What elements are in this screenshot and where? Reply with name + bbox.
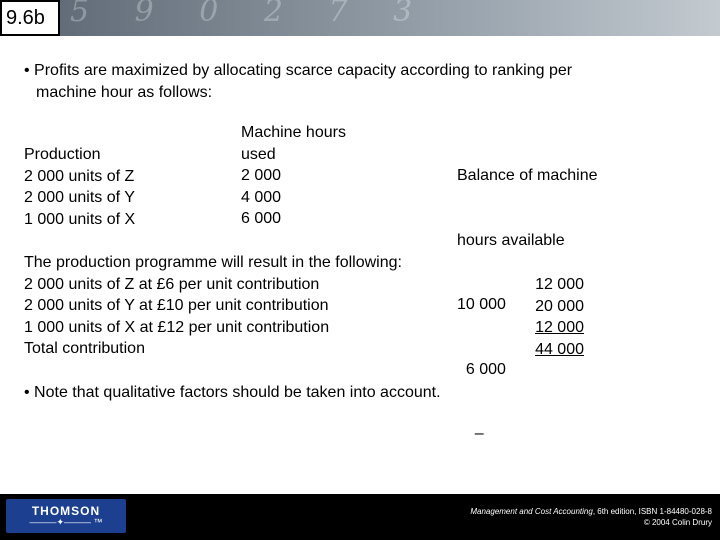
programme-line-y: 2 000 units of Y at £10 per unit contribution: [24, 297, 329, 315]
logo-star-icon: ———✦——— ™: [29, 517, 103, 527]
machine-hours-header-line-1: Machine hours: [241, 124, 346, 141]
footer-bar: [0, 494, 720, 540]
machine-hours-row-z: 2 000: [241, 167, 282, 184]
copyright-text: © 2004 Colin Drury: [643, 518, 712, 527]
programme-total-amount: 44 000: [535, 340, 584, 358]
production-column: [24, 144, 135, 230]
logo-wordmark: THOMSON: [31, 504, 101, 518]
machine-hours-column: [241, 122, 346, 230]
book-title: Management and Cost Accounting: [470, 507, 593, 516]
production-row-z: 2 000 units of Z: [24, 167, 135, 185]
intro-bullet-line-1: • Profits are maximized by allocating scarce capacity according to ranking per: [24, 62, 573, 79]
programme-line-z: 2 000 units of Z at £6 per unit contribution: [24, 275, 320, 293]
machine-hours-row-y: 4 000: [241, 188, 282, 206]
balance-row-x: –: [457, 425, 484, 442]
balance-row-z: 10 000: [457, 296, 506, 313]
note-bullet: • Note that qualitative factors should be taken into account.: [24, 384, 441, 401]
programme-intro: The production programme will result in the following:: [24, 254, 402, 271]
balance-header-line-1: Balance of machine: [457, 167, 598, 184]
footer-citation: [470, 506, 712, 528]
balance-header-line-2: hours available: [457, 231, 565, 249]
book-edition: , 6th edition, ISBN 1-84480-028-8: [592, 507, 712, 516]
header-number-decoration: 5 9 0 2 7 3: [70, 0, 431, 29]
thomson-logo: [6, 499, 126, 533]
production-row-x: 1 000 units of X: [24, 210, 136, 228]
programme-line-x: 1 000 units of X at £12 per unit contribution: [24, 318, 330, 336]
programme-total-label: Total contribution: [24, 340, 145, 358]
machine-hours-row-x: 6 000: [241, 210, 282, 227]
production-column-header: Production: [24, 146, 101, 163]
programme-amount-y: 20 000: [535, 297, 584, 315]
programme-amount-x: 12 000: [535, 319, 584, 337]
programme-amount-z: 12 000: [535, 276, 584, 293]
programme-labels: [24, 252, 402, 360]
production-row-y: 2 000 units of Y: [24, 189, 135, 206]
machine-hours-header-line-2: used: [241, 145, 276, 163]
header-band: [0, 0, 720, 36]
intro-bullet-line-2: machine hour as follows:: [36, 84, 213, 101]
slide-number-label: 9.6b: [0, 0, 60, 36]
programme-amounts: [520, 274, 584, 360]
balance-row-y: 6 000: [457, 360, 506, 378]
